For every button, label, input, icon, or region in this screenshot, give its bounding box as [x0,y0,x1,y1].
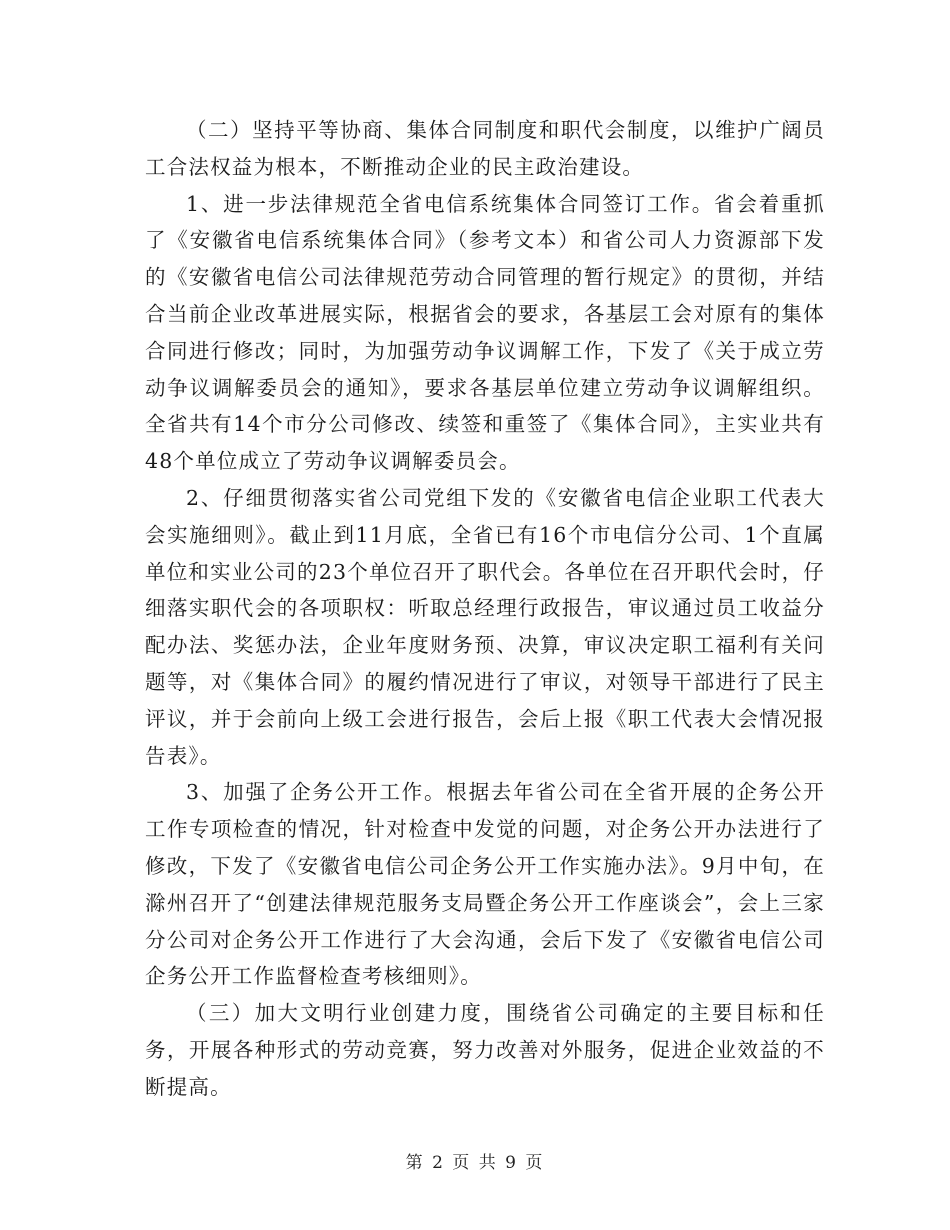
paragraph-item-3: 3、加强了企务公开工作。根据去年省公司在全省开展的企务公开工作专项检查的情况，针对检查中发觉的问题，对企务公开办法进行了修改，下发了《安徽省电信公司企务公开工作实施办法》。9月中旬，在滁州召开了“创建法律规范服务支局暨企务公开工作座谈会”，会上三家分公司对企务公开工作进行了大会沟通，会后下发了《安徽省电信公司企务公开工作监督检查考核细则》。 [145,780,825,989]
document-body [145,112,825,1106]
page-number-footer: 第 2 页 共 9 页 [405,1153,545,1173]
paragraph-section-3-heading: （三）加大文明行业创建力度，围绕省公司确定的主要目标和任务，开展各种形式的劳动竞赛，努力改善对外服务，促进企业效益的不断提高。 [145,1001,825,1099]
paragraph-section-2-heading: （二）坚持平等协商、集体合同制度和职代会制度，以维护广阔员工合法权益为根本，不断推动企业的民主政治建设。 [145,118,825,179]
paragraph-item-1: 1、进一步法律规范全省电信系统集体合同签订工作。省会着重抓了《安徽省电信系统集体合同》（参考文本）和省公司人力资源部下发的《安徽省电信公司法律规范劳动合同管理的暂行规定》的贯彻，并结合当前企业改革进展实际，根据省会的要求，各基层工会对原有的集体合同进行修改；同时，为加强劳动争议调解工作，下发了《关于成立劳动争议调解委员会的通知》，要求各基层单位建立劳动争议调解组织。全省共有14个市分公司修改、续签和重签了《集体合同》，主实业共有48个单位成立了劳动争议调解委员会。 [145,191,825,474]
paragraph-item-2: 2、仔细贯彻落实省公司党组下发的《安徽省电信企业职工代表大会实施细则》。截止到11月底，全省已有16个市电信分公司、1个直属单位和实业公司的23个单位召开了职代会。各单位在召开职代会时，仔细落实职代会的各项职权：听取总经理行政报告，审议通过员工收益分配办法、奖惩办法，企业年度财务预、决算，审议决定职工福利有关问题等，对《集体合同》的履约情况进行了审议，对领导干部进行了民主评议，并于会前向上级工会进行报告，会后上报《职工代表大会情况报告表》。 [145,485,825,768]
